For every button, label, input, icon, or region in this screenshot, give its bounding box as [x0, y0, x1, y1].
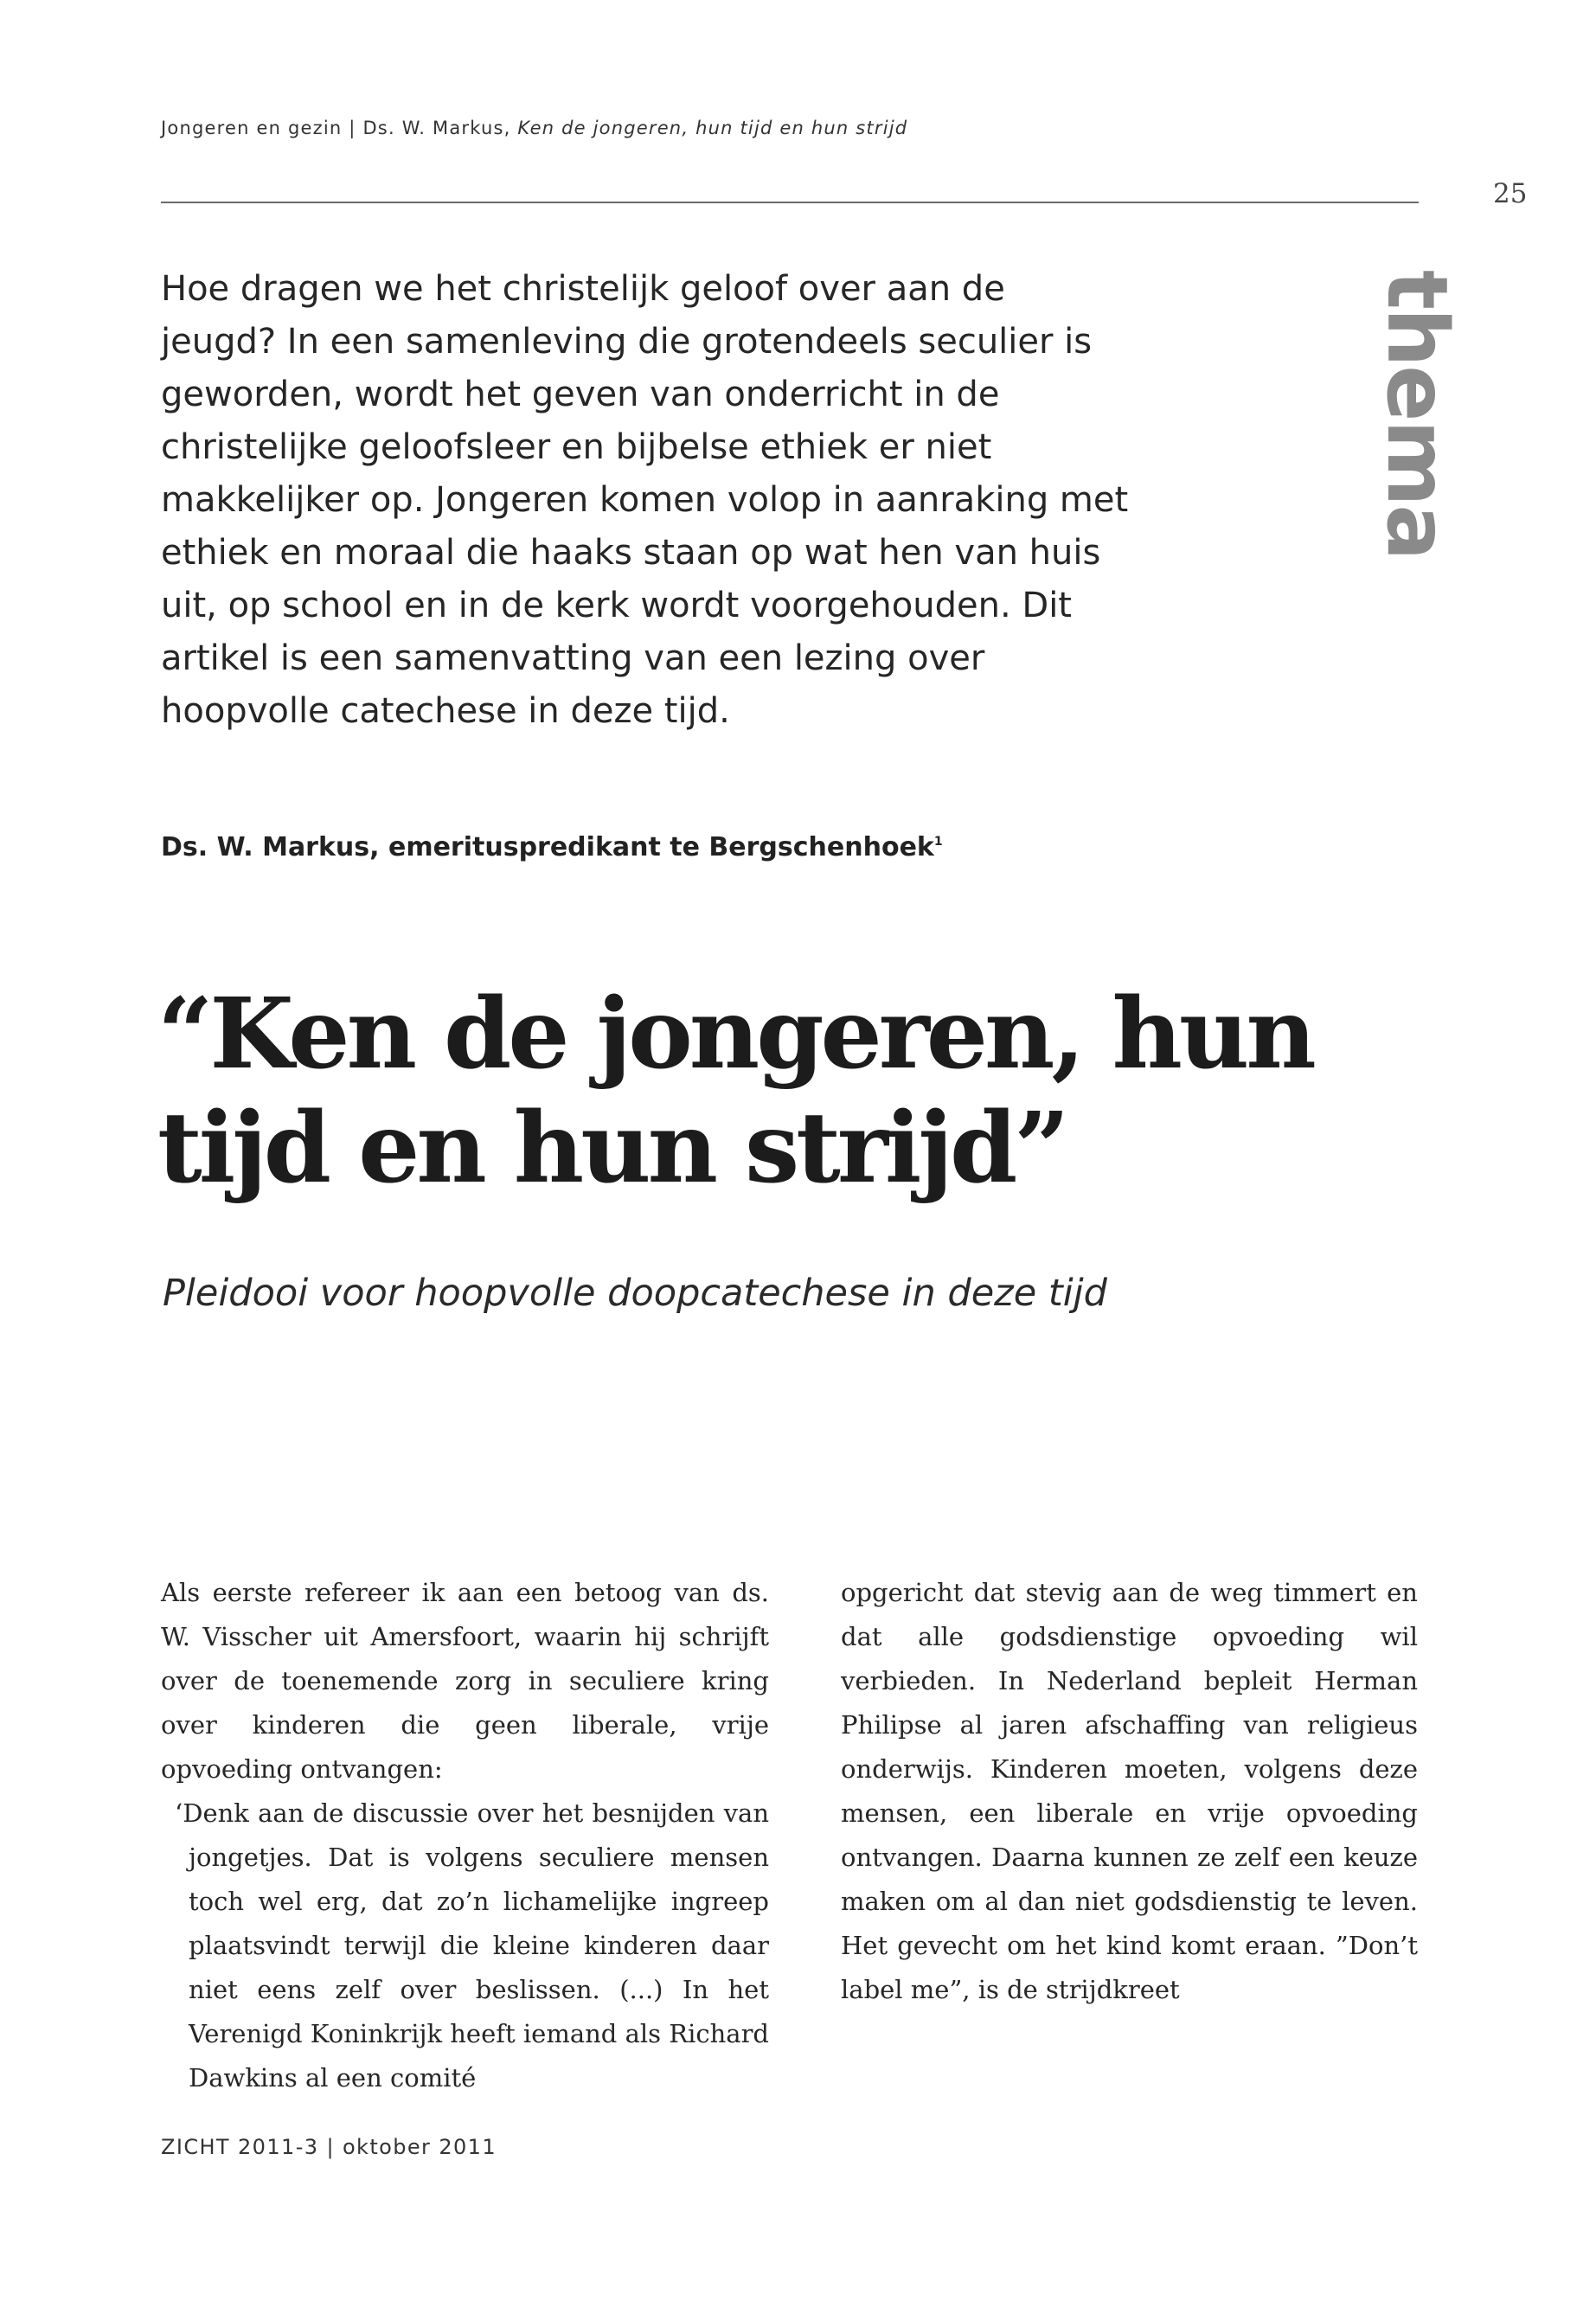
body-paragraph-continued: opgericht dat stevig aan de weg timmert en dat alle godsdienstige opvoeding wil verbieden. In Nederland bepleit Herman Philipse al jaren afschaffing van religieus onderwijs. Kinderen moeten, volgens deze mensen, een liberale en vrije opvoeding ontvangen. Daarna kunnen ze zelf een keuze maken om al dan niet godsdienstig te leven. Het gevecht om het kind komt eraan. ”Don’t label me”, is de strijdkreet: [841, 1578, 1418, 2004]
running-head: [161, 118, 907, 138]
running-head-separator: |: [342, 118, 363, 138]
block-quote: ‘Denk aan de discussie over het besnijden van jongetjes. Dat is volgens seculiere mensen toch wel erg, dat zo’n lichamelijke ingreep plaatsvindt terwijl die kleine kinderen daar niet eens zelf over beslissen. (...) In het Verenigd Koninkrijk heeft iemand als Richard Dawkins al een comité: [175, 1798, 769, 2093]
byline-text: Ds. W. Markus, emerituspredikant te Bergschenhoek: [161, 832, 934, 862]
article-title: [157, 977, 1455, 1206]
article-subtitle: Pleidooi voor hoopvolle doopcatechese in deze tijd: [163, 1272, 1107, 1315]
body-column-right: [841, 1571, 1418, 2012]
article-title-line-2: tijd en hun strijd”: [157, 1092, 1067, 1205]
page-footer: ZICHT 2011-3 | oktober 2011: [161, 2135, 497, 2159]
running-head-article-title: Ken de jongeren, hun tijd en hun strijd: [517, 118, 908, 138]
author-byline: [161, 832, 943, 862]
body-column-left: [161, 1571, 769, 2100]
article-title-line-1: “Ken de jongeren, hun: [157, 977, 1313, 1091]
intro-paragraph: Hoe dragen we het christelijk geloof over aan de jeugd? In een samenleving die grotendeels seculier is geworden, wordt het geven van onderricht in de christelijke geloofsleer en bijbelse ethiek er niet makkelijker op. Jongeren komen volop in aanraking met ethiek en moraal die haaks staan op wat hen van huis uit, op school en in de kerk wordt voorgehouden. Dit artikel is een samenvatting van een lezing over hoopvolle catechese in deze tijd.: [161, 269, 1129, 731]
page-number: 25: [1493, 178, 1528, 209]
running-head-author: Ds. W. Markus,: [362, 118, 511, 138]
section-label-thema: thema: [1368, 270, 1465, 560]
body-paragraph: Als eerste refereer ik aan een betoog van ds. W. Visscher uit Amersfoort, waarin hij schrijft over de toenemende zorg in seculiere kring over kinderen die geen liberale, vrije opvoeding ontvangen:: [161, 1578, 769, 1784]
footnote-marker: 1: [933, 835, 943, 849]
running-head-section: Jongeren en gezin: [161, 118, 343, 138]
header-rule: [161, 202, 1419, 203]
